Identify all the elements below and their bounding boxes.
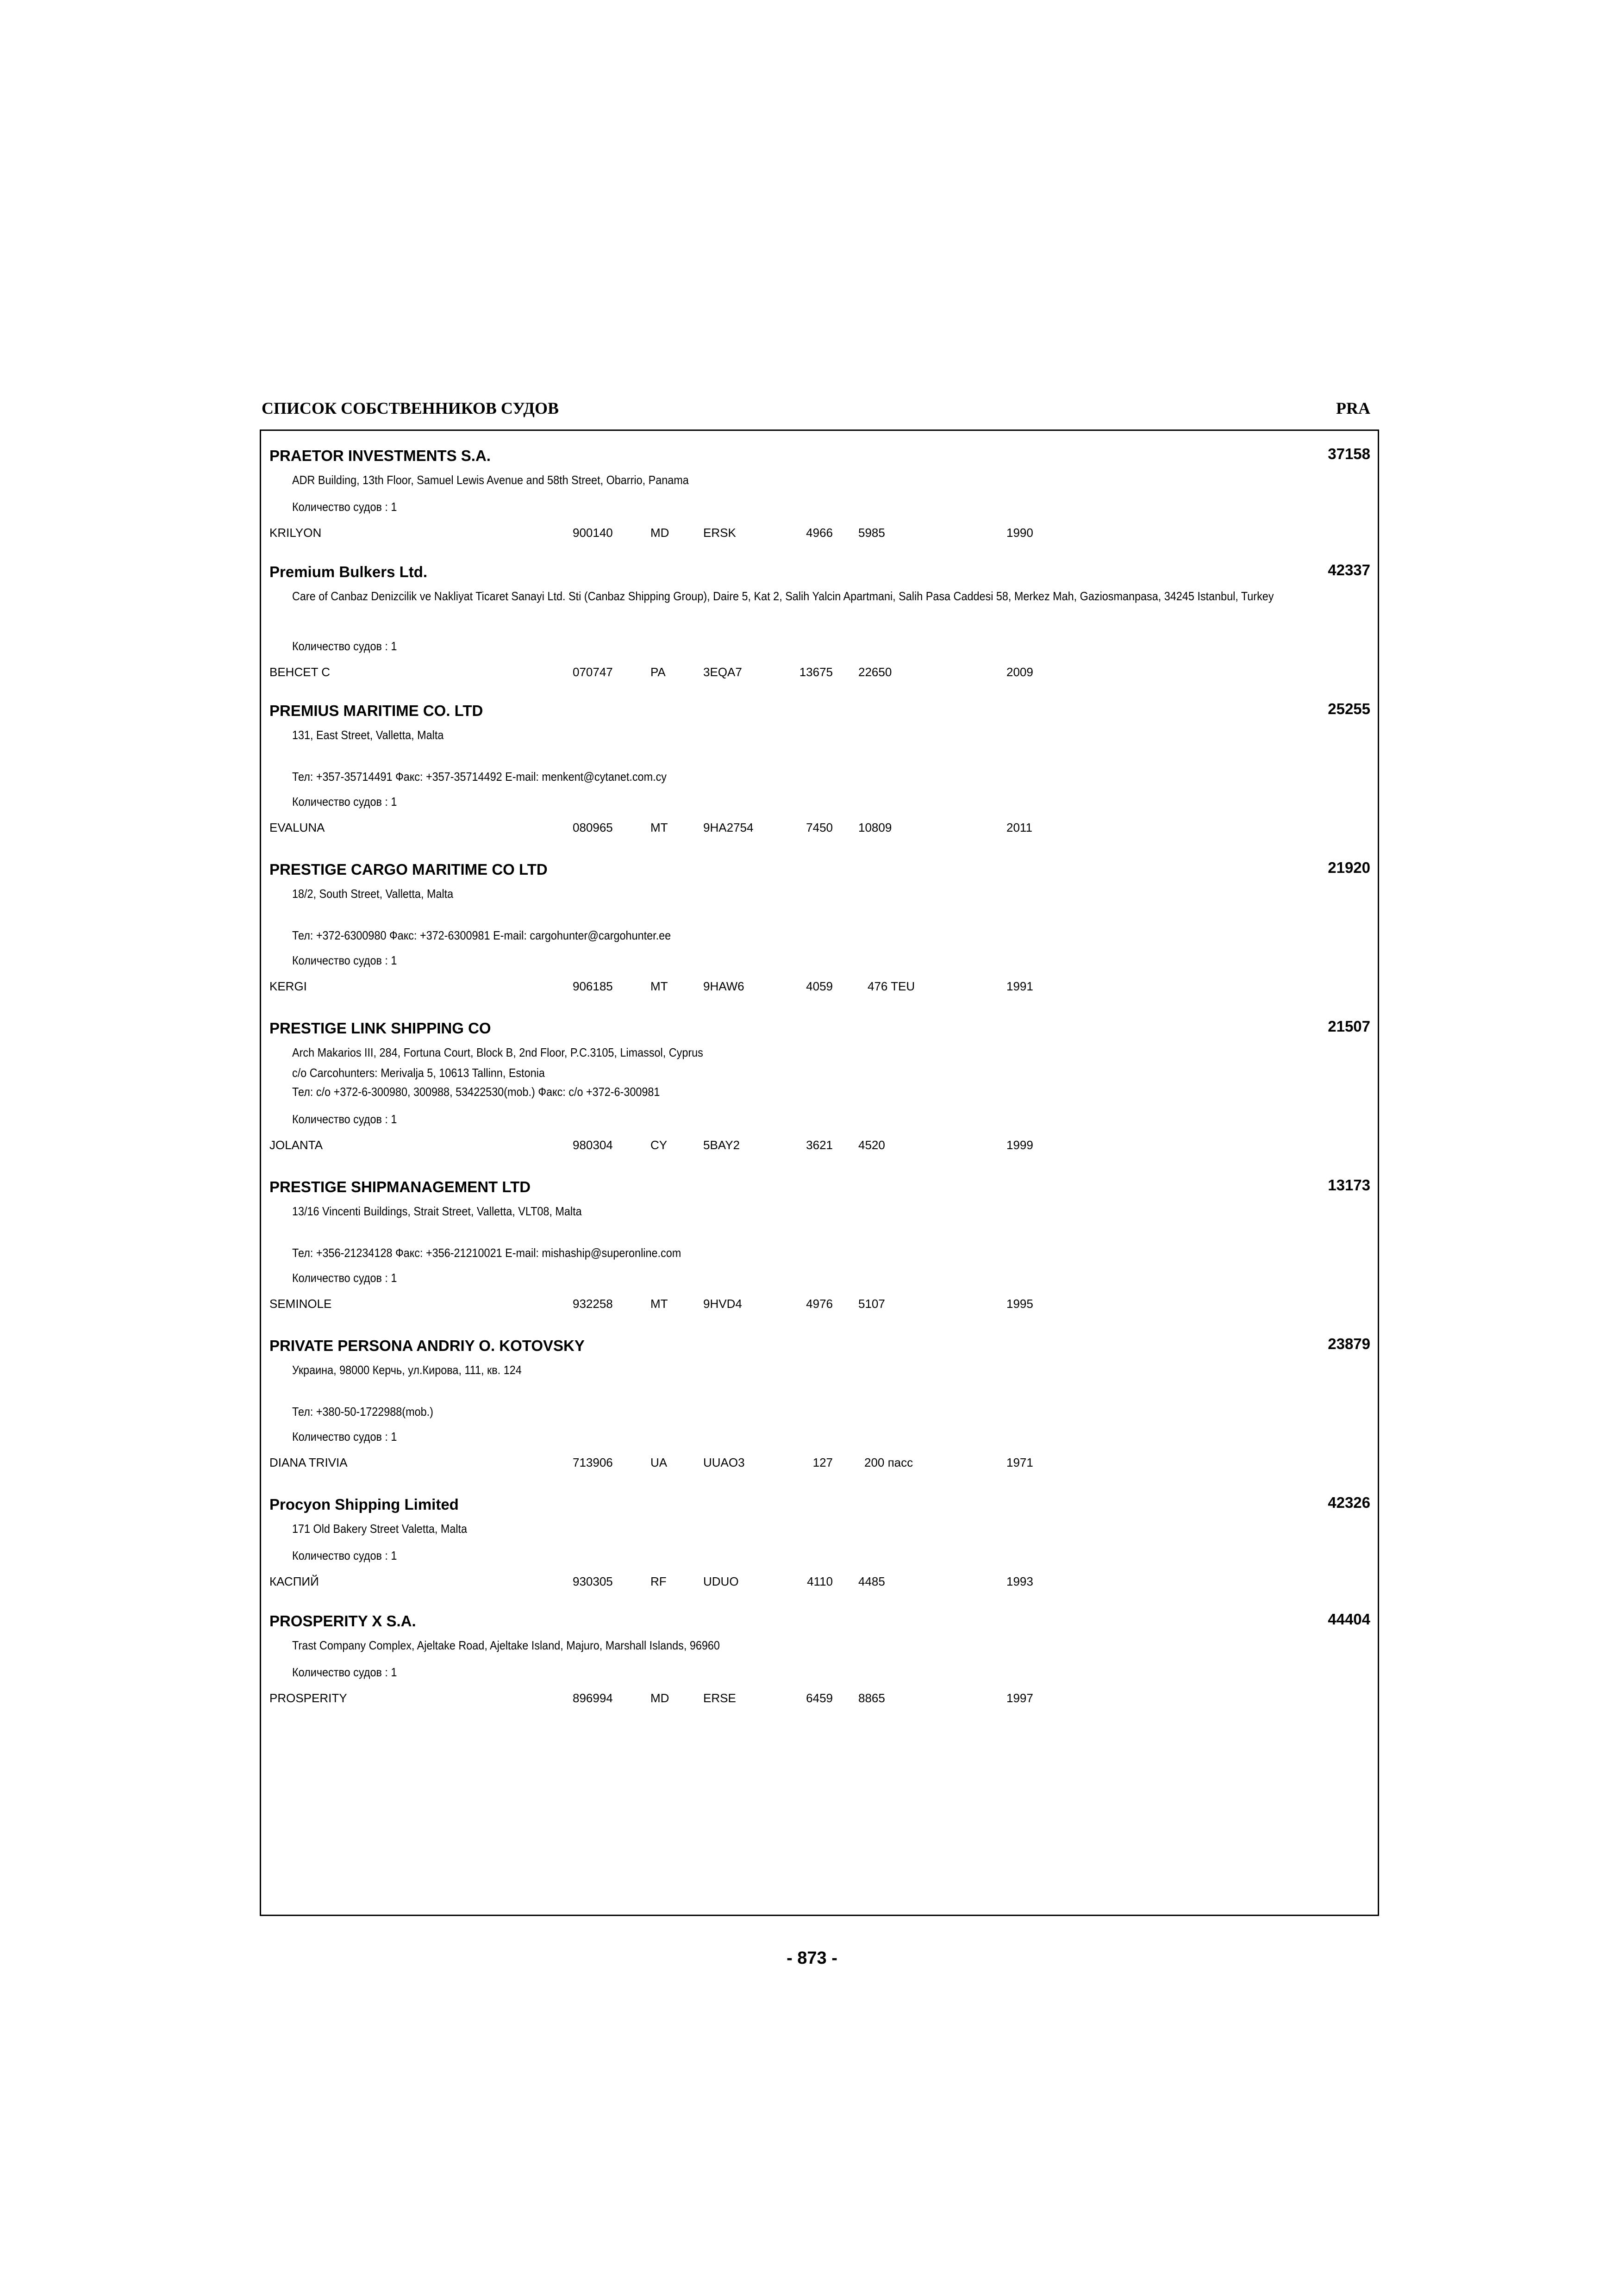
vessel-name: EVALUNA — [269, 821, 325, 834]
vessel-flag: RF — [650, 1574, 667, 1588]
vessel-imo: 906185 — [573, 979, 613, 993]
company-address: Trast Company Complex, Ajeltake Road, Ajeltake Island, Majuro, Marshall Islands, 96960 — [292, 1638, 720, 1652]
vessel-name: DIANA TRIVIA — [269, 1456, 348, 1469]
vessel-gt: 4966 — [806, 526, 833, 540]
vessel-year: 1990 — [1006, 526, 1033, 540]
owner-code: 37158 — [1328, 445, 1370, 462]
company-address: 13/16 Vincenti Buildings, Strait Street, Valletta, VLT08, Malta — [292, 1204, 582, 1218]
vessel-name: KERGI — [269, 979, 307, 993]
vessel-name: KRILYON — [269, 526, 322, 540]
vessel-count: Количество судов : 1 — [292, 1112, 397, 1126]
company-address: ADR Building, 13th Floor, Samuel Lewis Avenue and 58th Street, Obarrio, Panama — [292, 473, 689, 487]
vessel-callsign: ERSE — [703, 1691, 736, 1705]
vessel-count: Количество судов : 1 — [292, 1271, 397, 1285]
vessel-gt: 4110 — [807, 1574, 833, 1588]
vessel-imo: 080965 — [573, 821, 613, 834]
page-header — [262, 394, 1370, 422]
vessel-name: JOLANTA — [269, 1138, 323, 1152]
vessel-name: BEHCET C — [269, 665, 330, 679]
vessel-count: Количество судов : 1 — [292, 1665, 397, 1679]
page-number: - 873 - — [787, 1948, 837, 1968]
vessel-gt: 4976 — [806, 1297, 833, 1311]
vessel-callsign: 3EQA7 — [703, 665, 742, 679]
company-name: PRAETOR INVESTMENTS S.A. — [269, 447, 491, 464]
vessel-flag: MT — [650, 821, 668, 834]
vessel-row — [261, 979, 1378, 994]
owner-code: 23879 — [1328, 1335, 1370, 1352]
vessel-callsign: ERSK — [703, 526, 736, 540]
owner-code: 44404 — [1328, 1611, 1370, 1628]
vessel-row — [261, 1138, 1378, 1152]
vessel-flag: MD — [650, 1691, 669, 1705]
vessel-imo: 896994 — [573, 1691, 613, 1705]
vessel-count: Количество судов : 1 — [292, 1549, 397, 1562]
owner-code: 21507 — [1328, 1018, 1370, 1035]
vessel-flag: MT — [650, 1297, 668, 1311]
vessel-dwt: 476 TEU — [868, 979, 915, 993]
company-address-2: c/o Carcohunters: Merivalja 5, 10613 Tallinn, Estonia — [292, 1066, 545, 1080]
vessel-flag: MT — [650, 979, 668, 993]
vessel-gt: 127 — [812, 1456, 833, 1469]
company-contact: Тел: +372-6300980 Факс: +372-6300981 E-mail: cargohunter@cargohunter.ee — [292, 928, 671, 942]
vessel-callsign: UDUO — [703, 1574, 739, 1588]
company-name: PREMIUS MARITIME CO. LTD — [269, 702, 483, 719]
company-name: Premium Bulkers Ltd. — [269, 563, 428, 580]
vessel-gt: 3621 — [806, 1138, 833, 1152]
vessel-flag: CY — [650, 1138, 668, 1152]
owner-code: 21920 — [1328, 859, 1370, 876]
vessel-count: Количество судов : 1 — [292, 639, 397, 653]
vessel-dwt: 4485 — [858, 1574, 885, 1588]
vessel-count: Количество судов : 1 — [292, 1430, 397, 1444]
company-name: PRIVATE PERSONA ANDRIY O. KOTOVSKY — [269, 1337, 585, 1354]
directory-title: СПИСОК СОБСТВЕННИКОВ СУДОВ — [262, 399, 559, 417]
vessel-gt: 6459 — [806, 1691, 833, 1705]
vessel-row — [261, 665, 1378, 679]
vessel-dwt: 200 пасс — [864, 1456, 913, 1469]
section-code: PRA — [1336, 399, 1370, 417]
entries-frame — [260, 429, 1379, 1916]
vessel-imo: 713906 — [573, 1456, 613, 1469]
company-name: PRESTIGE LINK SHIPPING CO — [269, 1020, 491, 1037]
company-address: Украина, 98000 Керчь, ул.Кирова, 111, кв. 124 — [292, 1363, 522, 1377]
vessel-count: Количество судов : 1 — [292, 500, 397, 514]
company-address: Care of Canbaz Denizcilik ve Nakliyat Ticaret Sanayi Ltd. Sti (Canbaz Shipping Group), Daire 5, Kat 2, Salih Yalcin Apartmani, Salih Pasa Caddesi 58, Merkez Mah, Gaziosmanpasa, 34245 Istanbul, Turkey — [292, 589, 1274, 603]
company-address: Arch Makarios III, 284, Fortuna Court, Block B, 2nd Floor, P.C.3105, Limassol, Cyprus — [292, 1045, 703, 1059]
vessel-callsign: 9HAW6 — [703, 979, 744, 993]
vessel-flag: MD — [650, 526, 669, 540]
vessel-year: 1999 — [1006, 1138, 1033, 1152]
vessel-count: Количество судов : 1 — [292, 953, 397, 967]
vessel-name: КАСПИЙ — [269, 1574, 319, 1588]
owner-code: 42337 — [1328, 561, 1370, 579]
vessel-imo: 070747 — [573, 665, 613, 679]
company-contact: Тел: c/o +372-6-300980, 300988, 53422530(mob.) Факс: c/o +372-6-300981 — [292, 1085, 660, 1099]
vessel-row — [261, 1574, 1378, 1589]
vessel-row — [261, 525, 1378, 540]
vessel-callsign: 9HVD4 — [703, 1297, 742, 1311]
vessel-dwt: 22650 — [858, 665, 892, 679]
vessel-dwt: 5985 — [858, 526, 885, 540]
vessel-name: PROSPERITY — [269, 1691, 347, 1705]
vessel-row — [261, 820, 1378, 835]
vessel-year: 1971 — [1006, 1456, 1033, 1469]
vessel-row — [261, 1691, 1378, 1705]
company-name: PRESTIGE SHIPMANAGEMENT LTD — [269, 1178, 531, 1195]
vessel-flag: PA — [650, 665, 666, 679]
vessel-dwt: 10809 — [858, 821, 892, 834]
vessel-imo: 900140 — [573, 526, 613, 540]
vessel-row — [261, 1455, 1378, 1470]
owner-code: 25255 — [1328, 700, 1370, 717]
vessel-gt: 4059 — [806, 979, 833, 993]
vessel-imo: 980304 — [573, 1138, 613, 1152]
vessel-year: 1995 — [1006, 1297, 1033, 1311]
company-name: Procyon Shipping Limited — [269, 1496, 459, 1513]
company-address: 171 Old Bakery Street Valetta, Malta — [292, 1522, 468, 1536]
vessel-year: 1997 — [1006, 1691, 1033, 1705]
vessel-year: 1993 — [1006, 1574, 1033, 1588]
company-address: 18/2, South Street, Valletta, Malta — [292, 887, 454, 901]
owner-code: 13173 — [1328, 1176, 1370, 1194]
vessel-dwt: 8865 — [858, 1691, 885, 1705]
vessel-callsign: 9HA2754 — [703, 821, 754, 834]
company-contact: Тел: +356-21234128 Факс: +356-21210021 E-mail: mishaship@superonline.com — [292, 1246, 681, 1260]
vessel-dwt: 4520 — [858, 1138, 885, 1152]
company-name: PRESTIGE CARGO MARITIME CO LTD — [269, 861, 548, 878]
vessel-callsign: UUAO3 — [703, 1456, 745, 1469]
vessel-count: Количество судов : 1 — [292, 795, 397, 809]
vessel-callsign: 5BAY2 — [703, 1138, 740, 1152]
vessel-name: SEMINOLE — [269, 1297, 332, 1311]
vessel-gt: 7450 — [806, 821, 833, 834]
vessel-imo: 932258 — [573, 1297, 613, 1311]
company-address: 131, East Street, Valletta, Malta — [292, 728, 444, 742]
vessel-gt: 13675 — [799, 665, 833, 679]
company-contact: Тел: +357-35714491 Факс: +357-35714492 E-mail: menkent@cytanet.com.cy — [292, 770, 667, 784]
owner-code: 42326 — [1328, 1494, 1370, 1511]
vessel-row — [261, 1296, 1378, 1311]
company-contact: Тел: +380-50-1722988(mob.) — [292, 1405, 433, 1419]
company-name: PROSPERITY X S.A. — [269, 1612, 416, 1630]
vessel-dwt: 5107 — [858, 1297, 885, 1311]
vessel-imo: 930305 — [573, 1574, 613, 1588]
vessel-flag: UA — [650, 1456, 668, 1469]
vessel-year: 2009 — [1006, 665, 1033, 679]
vessel-year: 2011 — [1006, 821, 1032, 834]
vessel-year: 1991 — [1006, 979, 1033, 993]
